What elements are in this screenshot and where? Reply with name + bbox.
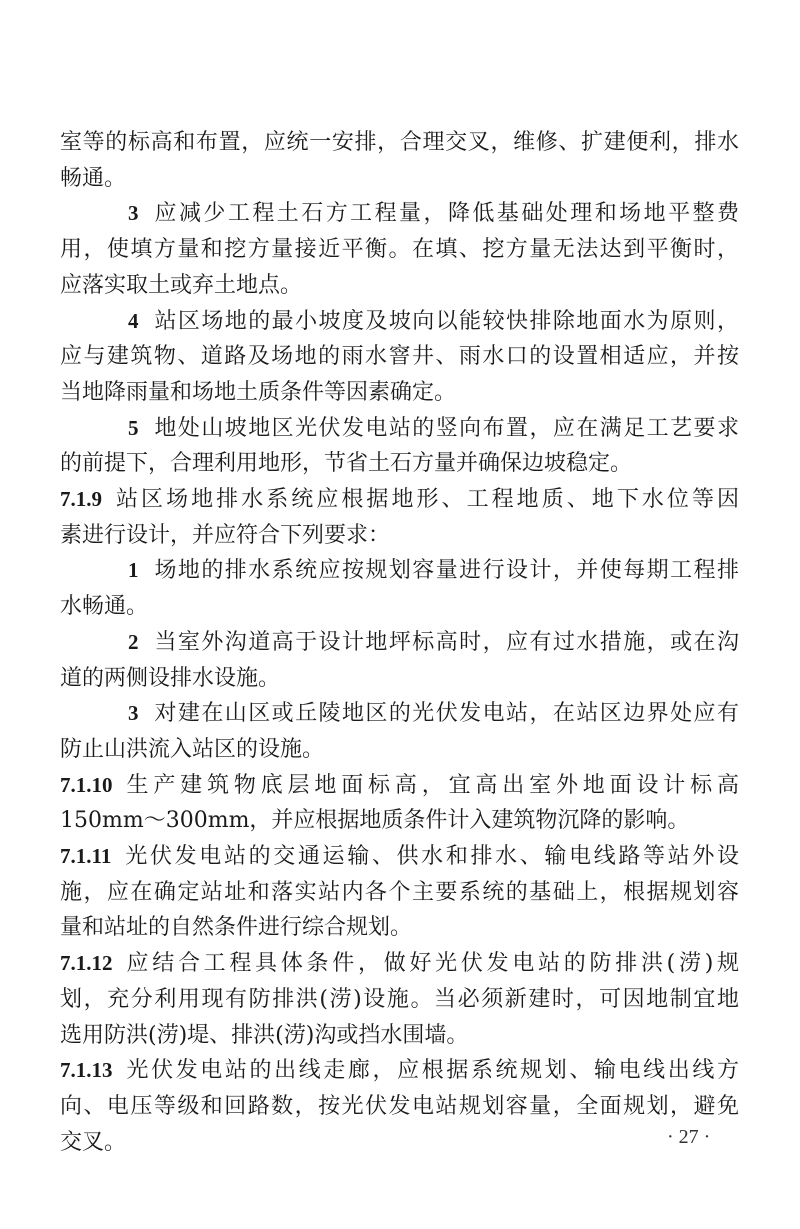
text-line [60, 196, 739, 232]
clause-number: 7.1.13 [60, 1058, 113, 1083]
text-line [60, 910, 739, 946]
list-item [60, 625, 739, 696]
text-line [60, 946, 739, 982]
page-number: · 27 · [667, 1126, 711, 1148]
document-body [60, 125, 739, 1160]
item-number: 3 [128, 201, 139, 226]
item-number: 1 [128, 558, 139, 583]
text-line [60, 1089, 739, 1125]
text-line [60, 268, 739, 304]
text-line [60, 304, 739, 340]
text-line [60, 375, 739, 411]
text-line [60, 982, 739, 1018]
line-text: 向、电压等级和回路数，按光伏发电站规划容量，全面规划，避免 [60, 1093, 739, 1119]
text-line [60, 589, 739, 625]
line-text: 交叉。 [60, 1129, 127, 1155]
text-line [60, 482, 739, 518]
line-text: 道的两侧设排水设施。 [60, 665, 281, 691]
text-line [60, 839, 739, 875]
text-line [60, 553, 739, 589]
text-line [60, 339, 739, 375]
clause-paragraph [60, 1053, 739, 1160]
line-text: 素进行设计，并应符合下列要求： [60, 522, 391, 548]
text-line [60, 232, 739, 268]
item-number: 2 [128, 629, 139, 654]
clause-number: 7.1.12 [60, 951, 113, 976]
clause-paragraph [60, 946, 739, 1053]
line-text: 选用防洪(涝)堤、排洪(涝)沟或挡水围墙。 [60, 1022, 469, 1048]
line-text: 场地的排水系统应按规划容量进行设计，并使每期工程排 [154, 558, 739, 584]
line-text: 室等的标高和布置，应统一安排，合理交叉，维修、扩建便利，排水 [60, 130, 739, 155]
line-text: 水畅通。 [60, 594, 149, 620]
paragraph [60, 125, 739, 196]
line-text: 划，充分利用现有防排洪(涝)设施。当必须新建时，可因地制宜地 [60, 986, 739, 1012]
clause-number: 7.1.11 [60, 844, 112, 869]
list-item [60, 411, 739, 482]
line-text: 应减少工程土石方工程量，降低基础处理和场地平整费 [154, 201, 739, 227]
text-line [60, 446, 739, 482]
line-text: 对建在山区或丘陵地区的光伏发电站，在站区边界处应有 [154, 701, 739, 727]
list-item [60, 196, 739, 303]
list-item [60, 696, 739, 767]
line-text: 生产建筑物底层地面标高，宜高出室外地面设计标高 [126, 772, 739, 798]
line-text: 防止山洪流入站区的设施。 [60, 736, 325, 762]
text-line [60, 875, 739, 911]
line-text: 畅通。 [60, 165, 127, 191]
clause-paragraph [60, 482, 739, 553]
list-item [60, 304, 739, 411]
line-text: 应与建筑物、道路及场地的雨水窨井、雨水口的设置相适应，并按 [60, 344, 739, 370]
text-line [60, 696, 739, 732]
item-number: 3 [128, 701, 139, 726]
text-line [60, 1053, 739, 1089]
text-line [60, 661, 739, 697]
text-line [60, 803, 739, 839]
line-text: 施，应在确定站址和落实站内各个主要系统的基础上，根据规划容 [60, 879, 739, 905]
line-text: 当室外沟道高于设计地坪标高时，应有过水措施，或在沟 [154, 629, 739, 655]
line-text: 光伏发电站的出线走廊，应根据系统规划、输电线出线方 [126, 1058, 739, 1084]
line-text: 应结合工程具体条件，做好光伏发电站的防排洪(涝)规 [126, 951, 739, 977]
list-item [60, 553, 739, 624]
line-text: 用，使填方量和挖方量接近平衡。在填、挖方量无法达到平衡时， [60, 237, 739, 263]
line-text: 当地降雨量和场地土质条件等因素确定。 [60, 379, 457, 405]
text-line [60, 1018, 739, 1054]
text-line [60, 125, 739, 161]
line-text: 的前提下，合理利用地形，节省土石方量并确保边坡稳定。 [60, 451, 633, 477]
clause-paragraph [60, 768, 739, 839]
line-text: 150mm～300mm，并应根据地质条件计入建筑物沉降的影响。 [60, 808, 690, 834]
item-number: 5 [128, 415, 139, 440]
line-text: 站区场地排水系统应根据地形、工程地质、地下水位等因 [116, 487, 739, 513]
clause-number: 7.1.10 [60, 772, 113, 797]
text-line [60, 161, 739, 197]
text-line [60, 625, 739, 661]
text-line [60, 732, 739, 768]
clause-number: 7.1.9 [60, 487, 102, 512]
item-number: 4 [128, 308, 139, 333]
line-text: 应落实取土或弃土地点。 [60, 272, 303, 298]
text-line [60, 411, 739, 447]
text-line [60, 518, 739, 554]
text-line [60, 768, 739, 804]
text-line [60, 1125, 739, 1161]
line-text: 地处山坡地区光伏发电站的竖向布置，应在满足工艺要求 [154, 415, 739, 441]
line-text: 量和站址的自然条件进行综合规划。 [60, 915, 413, 941]
line-text: 站区场地的最小坡度及坡向以能较快排除地面水为原则， [154, 308, 739, 334]
line-text: 光伏发电站的交通运输、供水和排水、输电线路等站外设 [125, 844, 739, 870]
clause-paragraph [60, 839, 739, 946]
